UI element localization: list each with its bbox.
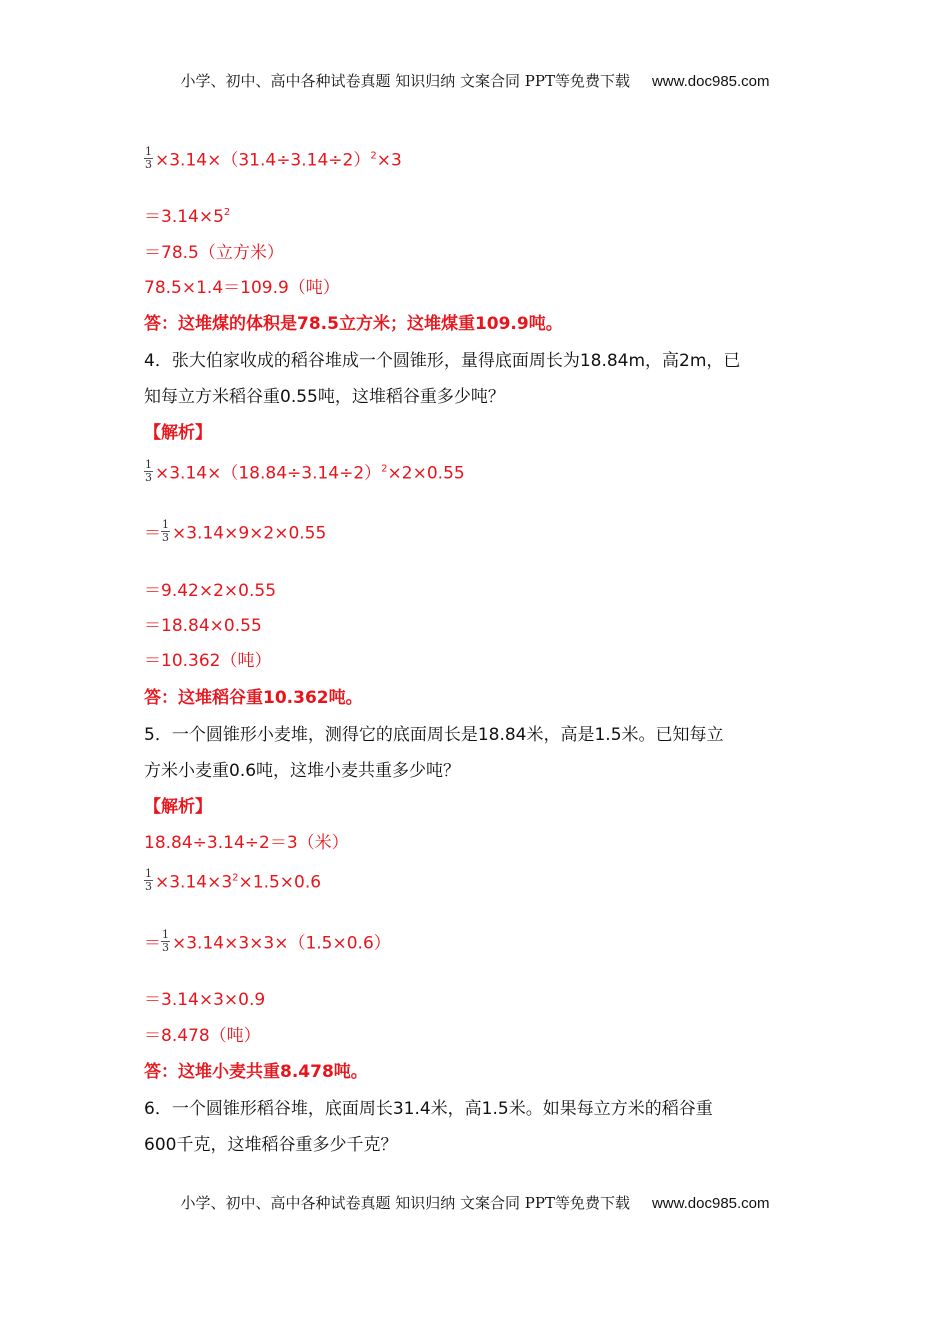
- q4-calc-line-5: ＝10.362（吨）: [144, 651, 272, 671]
- q5-calc-line-5: ＝8.478（吨）: [144, 1026, 261, 1046]
- q4-answer: 答：这堆稻谷重10.362吨。: [144, 688, 363, 708]
- q5-question-line-1: 5．一个圆锥形小麦堆，测得它的底面周长是18.84米，高是1.5米。已知每立: [144, 725, 724, 745]
- fraction-one-third: $\frac{1}{3}$: [162, 518, 169, 544]
- q5-calc-line-1: 18.84÷3.14÷2＝3（米）: [144, 833, 349, 853]
- q6-question-line-2: 600千克，这堆稻谷重多少千克？: [144, 1135, 398, 1155]
- q5-calc-line-3: ＝ $\frac{1}{3}$ ×3.14×3×3×（1.5×0.6）: [144, 928, 391, 954]
- q4-calc-line-4: ＝18.84×0.55: [144, 616, 262, 636]
- page-header: [0, 70, 950, 91]
- q3-answer: 答：这堆煤的体积是78.5立方米；这堆煤重109.9吨。: [144, 314, 563, 334]
- q4-question-line-1: 4．张大伯家收成的稻谷堆成一个圆锥形，量得底面周长为18.84m，高2m，已: [144, 351, 741, 371]
- q6-question-line-1: 6．一个圆锥形稻谷堆，底面周长31.4米，高1.5米。如果每立方米的稻谷重: [144, 1099, 713, 1119]
- fraction-one-third: $\frac{1}{3}$: [162, 928, 169, 954]
- q5-calc-line-4: ＝3.14×3×0.9: [144, 990, 266, 1010]
- header-site: www.doc985.com: [651, 73, 770, 90]
- footer-text: 小学、初中、高中各种试卷真题 知识归纳 文案合同 PPT等免费下载: [180, 1194, 630, 1212]
- q5-calc-line-2: $\frac{1}{3}$ $\times 3.14\times 3^2\times 1.5\times 0.6$: [145, 867, 322, 893]
- q3-calc-line-1: $\frac{1}{3}$ $\times 3.14\times(31.4\div 3.14\div 2)^2\times 3$: [145, 145, 402, 171]
- header-text: 小学、初中、高中各种试卷真题 知识归纳 文案合同 PPT等免费下载: [180, 72, 630, 90]
- q4-jiexi-label: 【解析】: [144, 423, 212, 443]
- fraction-one-third: $\frac{1}{3}$: [145, 145, 152, 171]
- q3-calc-line-2: $=3.14\times 5^2$: [144, 207, 231, 227]
- q4-calc-line-2: ＝ $\frac{1}{3}$ ×3.14×9×2×0.55: [144, 518, 327, 544]
- q5-answer: 答：这堆小麦共重8.478吨。: [144, 1062, 368, 1082]
- q3-calc-line-4: 78.5×1.4＝109.9（吨）: [144, 278, 340, 298]
- fraction-one-third: $\frac{1}{3}$: [145, 458, 152, 484]
- footer-site: www.doc985.com: [651, 1195, 770, 1212]
- q4-question-line-2: 知每立方米稻谷重0.55吨，这堆稻谷重多少吨？: [144, 387, 505, 407]
- q5-question-line-2: 方米小麦重0.6吨，这堆小麦共重多少吨？: [144, 761, 461, 781]
- q5-jiexi-label: 【解析】: [144, 797, 212, 817]
- q4-calc-line-3: ＝9.42×2×0.55: [144, 581, 277, 601]
- q3-calc-line-3: ＝78.5（立方米）: [144, 243, 284, 263]
- page-footer: [0, 1192, 950, 1213]
- fraction-one-third: $\frac{1}{3}$: [145, 867, 152, 893]
- q4-calc-line-1: $\frac{1}{3}$ $\times 3.14\times(18.84\div 3.14\div 2)^2\times 2\times 0.55$: [145, 458, 465, 484]
